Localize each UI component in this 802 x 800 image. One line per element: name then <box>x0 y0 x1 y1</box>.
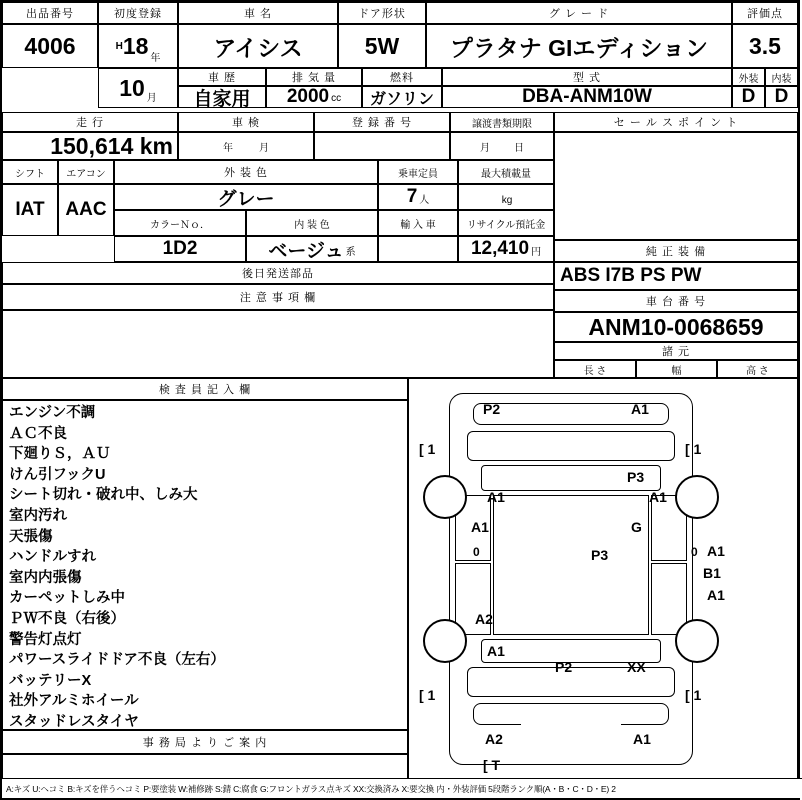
oem-equip-value: ABS I7B PS PW <box>554 262 798 290</box>
import-label: 輸 入 車 <box>378 210 458 236</box>
first-reg-month <box>98 68 178 108</box>
note-line: 社外アルミホイール <box>9 693 139 710</box>
first-reg-value <box>98 24 178 68</box>
max-load-unit: kg <box>501 195 513 206</box>
lot-no-label: 出品番号 <box>2 2 98 24</box>
damage-mark: P3 <box>591 547 609 563</box>
ext-color-value: グレー <box>114 184 378 210</box>
note-line: けん引フックU <box>9 466 106 483</box>
damage-diagram <box>408 378 798 780</box>
reg-no-value <box>314 132 450 160</box>
exterior-grade-label: 外装 <box>732 68 765 86</box>
roof-panel <box>493 495 649 635</box>
note-line: 室内内張傷 <box>9 569 82 586</box>
note-line: 天張傷 <box>9 528 53 545</box>
grade-label: グ レ ー ド <box>426 2 732 24</box>
legend-text: A:キズ U:ヘコミ B:キズを伴うヘコミ P:要塗装 W:補修跡 S:錆 C:腐食 G:フロントガラス点キズ XX:交換済み X:要交換 内・外装評価 5段階ランク順(A・B・C・D・E) 2 <box>2 778 802 798</box>
damage-mark: 0 <box>691 545 698 559</box>
first-reg-year: 18 <box>122 32 149 59</box>
reg-no-label: 登 録 番 号 <box>314 112 450 132</box>
max-load-label: 最大積載量 <box>458 160 554 184</box>
inspector-title: 検 査 員 記 入 欄 <box>2 378 408 400</box>
note-line: 室内汚れ <box>9 507 67 524</box>
first-reg-label: 初度登録 <box>98 2 178 24</box>
damage-mark: [ 1 <box>419 441 436 457</box>
fuel-label: 燃料 <box>362 68 442 86</box>
damage-mark: A1 <box>487 643 505 659</box>
shaken-month-unit: 月 <box>259 142 269 154</box>
mileage-value: 150,614 km <box>2 132 178 160</box>
width-label: 幅 <box>636 360 717 378</box>
import-value <box>378 236 458 262</box>
int-color-label: 内 装 色 <box>246 210 378 236</box>
inspector-notes <box>2 400 408 730</box>
damage-mark: P2 <box>483 401 501 417</box>
seats-value <box>378 184 458 210</box>
fuel-value: ガソリン <box>362 86 442 108</box>
damage-mark: [ T <box>483 757 501 773</box>
aircon-value: AAC <box>58 184 114 236</box>
aircon-label: エアコン <box>58 160 114 184</box>
transfer-month-unit: 月 <box>480 142 490 154</box>
height-label: 高 さ <box>717 360 798 378</box>
damage-mark: A2 <box>485 731 503 747</box>
note-line: 下廻りＳ，ＡＵ <box>9 446 111 463</box>
first-reg-month-unit: 月 <box>146 93 157 104</box>
damage-mark: 0 <box>473 545 480 559</box>
sales-point-label: セ ー ル ス ポ イ ン ト <box>554 112 798 132</box>
chassis-label: 車 台 番 号 <box>554 290 798 312</box>
model-code-value: DBA-ANM10W <box>442 86 732 108</box>
wheel-front-right <box>675 475 719 519</box>
note-line: ＡＣ不良 <box>9 425 67 442</box>
note-line: カーペットしみ中 <box>9 590 125 607</box>
dims-label: 諸 元 <box>554 342 798 360</box>
displacement-label: 排 気 量 <box>266 68 362 86</box>
damage-mark: A2 <box>475 611 493 627</box>
later-parts-label: 後日発送部品 <box>2 262 554 284</box>
mileage-label: 走 行 <box>2 112 178 132</box>
car-name-label: 車 名 <box>178 2 338 24</box>
damage-mark: A1 <box>649 489 667 505</box>
score-value: 3.5 <box>732 24 798 68</box>
recycle-value <box>458 236 554 262</box>
interior-grade-value: D <box>765 86 798 108</box>
score-label: 評価点 <box>732 2 798 24</box>
transfer-value <box>450 132 554 160</box>
model-code-label: 型 式 <box>442 68 732 86</box>
shift-value: IAT <box>2 184 58 236</box>
length-label: 長 さ <box>554 360 636 378</box>
note-line: 警告灯点灯 <box>9 631 82 648</box>
damage-mark: P3 <box>627 469 645 485</box>
color-no-label: カラーＮｏ． <box>114 210 246 236</box>
damage-mark: A1 <box>633 731 651 747</box>
note-line: ＰＷ不良（右後） <box>9 610 125 627</box>
door-label: ドア形状 <box>338 2 426 24</box>
first-reg-month-value: 10 <box>119 74 145 101</box>
wheel-rear-left <box>423 619 467 663</box>
transfer-day-unit: 日 <box>514 142 524 154</box>
transfer-label: 譲渡書類期限 <box>450 112 554 132</box>
shaken-year-unit: 年 <box>223 142 233 154</box>
damage-mark: P2 <box>555 659 573 675</box>
wheel-rear-right <box>675 619 719 663</box>
oem-equip-label: 純 正 装 備 <box>554 240 798 262</box>
displacement-unit: cc <box>331 93 342 104</box>
caution-label: 注 意 事 項 欄 <box>2 284 554 310</box>
damage-mark: XX <box>627 659 646 675</box>
seats-label: 乗車定員 <box>378 160 458 184</box>
note-line: スタッドレスタイヤ <box>9 713 139 730</box>
history-label: 車 歴 <box>178 68 266 86</box>
grade-value: プラタナ GIエディション <box>426 24 732 68</box>
damage-mark: A1 <box>707 587 725 603</box>
caution-value <box>2 310 554 378</box>
shaken-label: 車 検 <box>178 112 314 132</box>
door-value: 5W <box>338 24 426 68</box>
shaken-value <box>178 132 314 160</box>
int-color-text: ベージュ <box>268 240 344 262</box>
damage-mark: [ 1 <box>685 441 702 457</box>
recycle-label: リサイクル預託金 <box>458 210 554 236</box>
note-line: ハンドルすれ <box>9 549 96 566</box>
recycle-number: 12,410 <box>470 238 530 259</box>
recycle-unit: 円 <box>531 247 542 258</box>
damage-mark: A1 <box>471 519 489 535</box>
interior-grade-label: 内装 <box>765 68 798 86</box>
note-line: パワースライドドア不良（左右） <box>9 652 225 669</box>
displacement-value <box>266 86 362 108</box>
note-line: シート切れ・破れ中、しみ大 <box>9 487 198 504</box>
car-name-value: アイシス <box>178 24 338 68</box>
damage-mark: A1 <box>631 401 649 417</box>
lot-no-value: 4006 <box>2 24 98 68</box>
first-reg-era: H <box>115 40 123 52</box>
damage-mark: G <box>631 519 642 535</box>
int-color-value <box>246 236 378 262</box>
chassis-value: ANM10-0068659 <box>554 312 798 342</box>
first-reg-year-unit: 年 <box>150 53 161 64</box>
int-color-suffix: 系 <box>345 247 356 258</box>
damage-mark: [ 1 <box>419 687 436 703</box>
exterior-grade-value: D <box>732 86 765 108</box>
note-line: バッテリーX <box>9 672 92 689</box>
sales-point-value <box>554 132 798 240</box>
displacement-number: 2000 <box>286 86 330 107</box>
damage-mark: A1 <box>487 489 505 505</box>
wheel-front-left <box>423 475 467 519</box>
damage-mark: B1 <box>703 565 721 581</box>
color-no-value: 1D2 <box>114 236 246 262</box>
note-line: エンジン不調 <box>9 405 96 421</box>
seats-number: 7 <box>406 186 418 207</box>
office-note-value <box>2 754 408 780</box>
front-face-view <box>521 709 621 725</box>
ext-color-label: 外 装 色 <box>114 160 378 184</box>
hood-panel <box>467 431 675 461</box>
max-load-value <box>458 184 554 210</box>
history-value: 自家用 <box>178 86 266 108</box>
damage-mark: [ 1 <box>685 687 702 703</box>
office-note-label: 事 務 局 よ り ご 案 内 <box>2 730 408 754</box>
shift-label: シフト <box>2 160 58 184</box>
damage-mark: A1 <box>707 543 725 559</box>
seats-unit: 人 <box>419 195 430 206</box>
